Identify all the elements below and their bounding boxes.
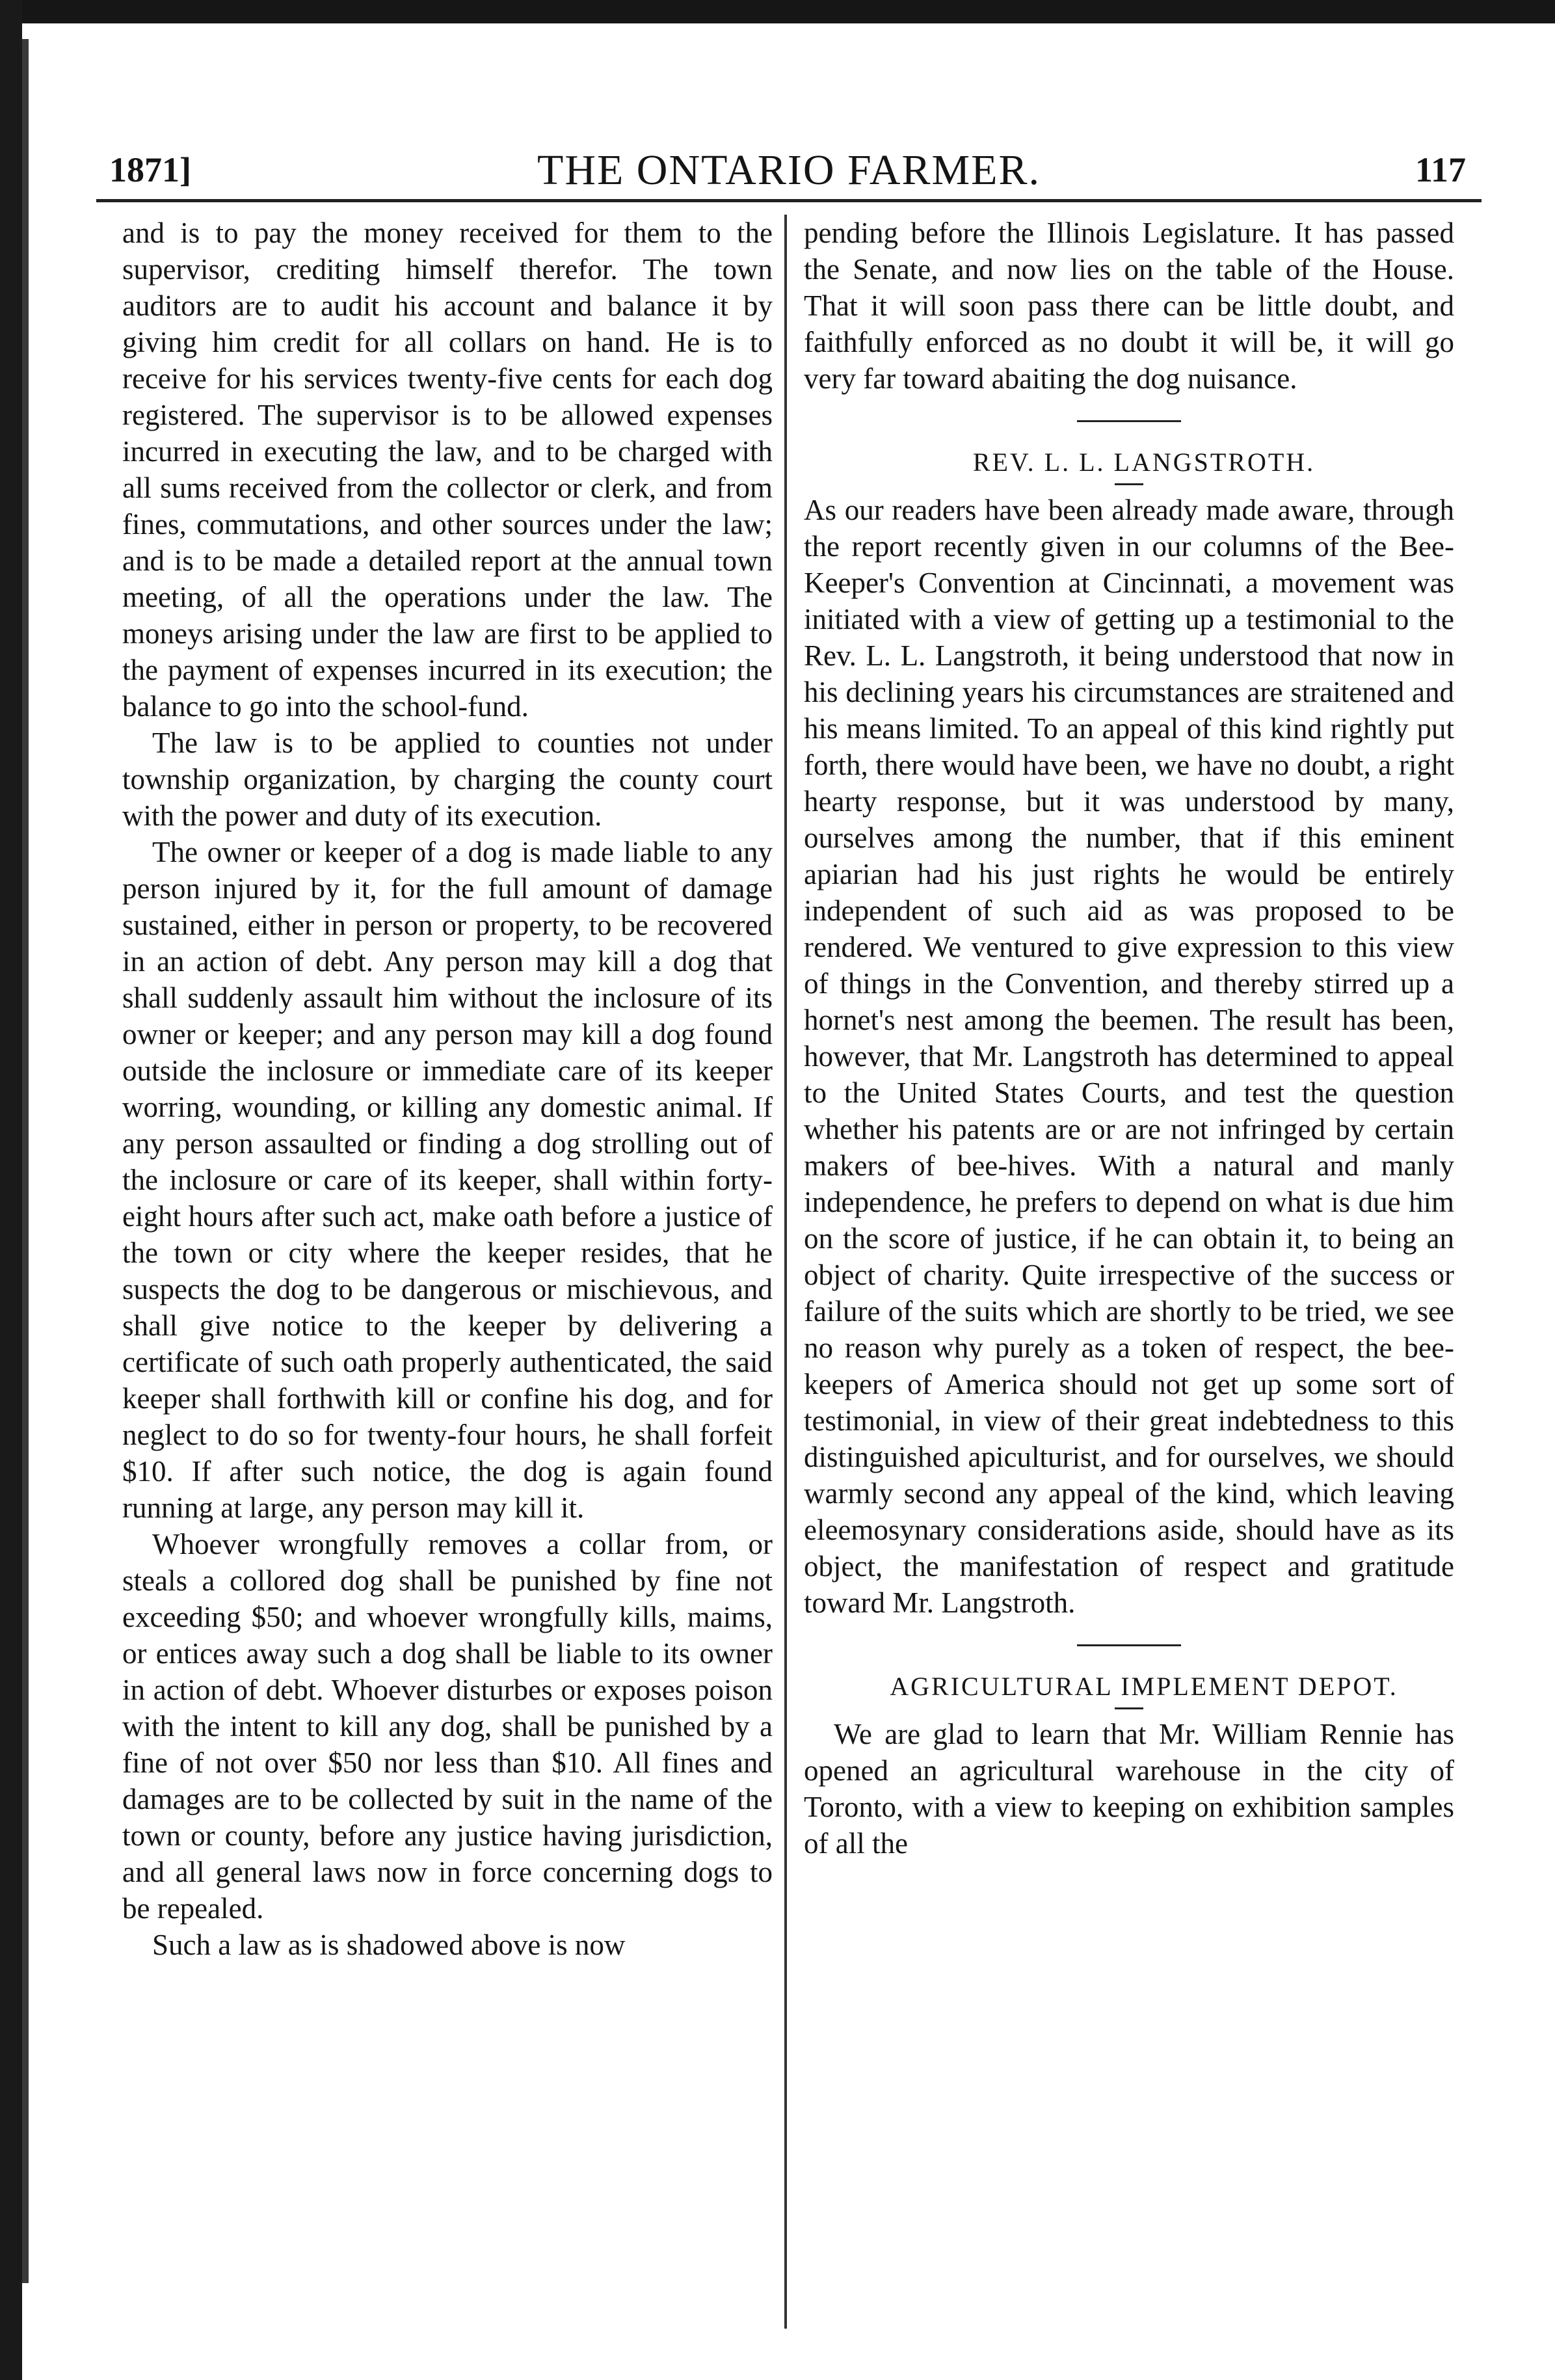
scan-edge-left xyxy=(0,0,22,2380)
implement-depot-article-body: We are glad to learn that Mr. William Rennie has opened an agricultural warehouse in the city of Toronto, with a view to keeping on exhibition samples of all the xyxy=(804,1718,1454,1860)
left-paragraph-3: The owner or keeper of a dog is made liable to any person injured by it, for the full amount of damage sustained, either in person or property, to be recovered in an action of debt. Any person may kill a dog that shall suddenly assault him without the inclosure of its owner or keeper; and any person may kill a dog found outside the inclosure or immediate care of its keeper worring, wounding, or killing any domestic animal. If any person assaulted or finding a dog strolling out of the inclosure or care of its keeper, shall within forty-eight hours after such act, make oath before a justice of the town or city where the keeper resides, that he suspects the dog to be dangerous or mischievous, and shall give notice to the keeper by delivering a certificate of such oath properly authenticated, the said keeper shall forthwith kill or confine his dog, and for neglect to do so for twenty-four hours, he shall forfeit $10. If after such notice, the dog is again found running at large, any person may kill it. xyxy=(122,836,773,1524)
section-separator-rule xyxy=(1077,420,1181,422)
langstroth-article-body: As our readers have been already made aware, through the report recently given in our columns of the Bee-Keeper's Convention at Cincinnati, a movement was initiated with a view of getting up a testimonial to the Rev. L. L. Langstroth, it being understood that now in his declining years his circumstances are straitened and his means limited. To an appeal of this kind rightly put forth, there would have been, we have no doubt, a right hearty response, but it was understood by many, ourselves among the number, that if this eminent apiarian had his just rights he would be entirely independent of such aid as was proposed to be rendered. We ventured to give expression to this view of things in the Convention, and thereby stirred up a hornet's nest among the beemen. The result has been, however, that Mr. Langstroth has determined to appeal to the United States Courts, and test the question whether his patents are or are not infringed by certain makers of bee-hives. With a natural and manly independence, he prefers to depend on what is due him on the score of justice, if he can obtain it, to being an object of charity. Quite irrespective of the success or failure of the suits which are shortly to be tried, we see no reason why purely as a token of respect, the bee-keepers of America should not get up some sort of testimonial, in view of their great indebtedness to this distinguished apiculturist, and for ourselves, we should warmly second any appeal of the kind, which leaving eleemosynary considerations aside, should have as its object, the manifestation of respect and gratitude toward Mr. Langstroth. xyxy=(804,494,1454,1619)
section-heading-implement-depot: AGRICULTURAL IMPLEMENT DEPOT. xyxy=(890,1672,1398,1701)
page-header xyxy=(96,137,1482,195)
page-number: 117 xyxy=(1415,150,1466,189)
left-column xyxy=(122,215,773,1963)
left-paragraph-2: The law is to be applied to counties not under township organization, by charging the county court with the power and duty of its execution. xyxy=(122,727,773,832)
left-paragraph-5: Such a law as is shadowed above is now xyxy=(152,1929,626,1961)
scan-edge-top xyxy=(0,0,1555,23)
right-intro-paragraph: pending before the Illinois Legislature. It has passed the Senate, and now lies on the table of the House. That it will soon pass there can be little doubt, and faithfully enforced as no doubt it will be, it will go very far toward abaiting the dog nuisance. xyxy=(804,217,1454,395)
newspaper-page xyxy=(96,137,1482,2329)
right-column xyxy=(804,215,1454,1862)
left-paragraph-4: Whoever wrongfully removes a collar from, or steals a collored dog shall be punished by fine not exceeding $50; and whoever wrongfully kills, maims, or entices away such a dog shall be liable to its owner in action of debt. Whoever disturbes or exposes poison with the intent to kill any dog, shall be punished by a fine of not over $50 nor less than $10. All fines and damages are to be collected by suit in the name of the town or county, before any justice having jurisdiction, and all general laws now in force concerning dogs to be repealed. xyxy=(122,1528,773,1925)
header-rule xyxy=(96,199,1482,202)
heading-dash xyxy=(1115,483,1143,485)
header-year: 1871] xyxy=(109,150,191,189)
heading-dash xyxy=(1115,1707,1143,1709)
publication-title: THE ONTARIO FARMER. xyxy=(537,146,1041,194)
section-heading-langstroth: REV. L. L. LANGSTROTH. xyxy=(972,448,1316,477)
section-separator-rule xyxy=(1077,1644,1181,1646)
left-paragraph-1: and is to pay the money received for them to the supervisor, crediting himself therefor. The town auditors are to audit his account and balance it by giving him credit for all collars on hand. He is to receive for his services twenty-five cents for each dog registered. The supervisor is to be allowed expenses incurred in executing the law, and to be charged with all sums received from the collector or clerk, and from fines, commutations, and other sources under the law; and is to be made a detailed report at the annual town meeting, of all the operations under the law. The moneys arising under the law are first to be applied to the payment of expenses incurred in its execution; the balance to go into the school-fund. xyxy=(122,217,773,723)
column-divider xyxy=(784,215,787,2329)
scan-edge-left-shadow xyxy=(22,39,29,2283)
